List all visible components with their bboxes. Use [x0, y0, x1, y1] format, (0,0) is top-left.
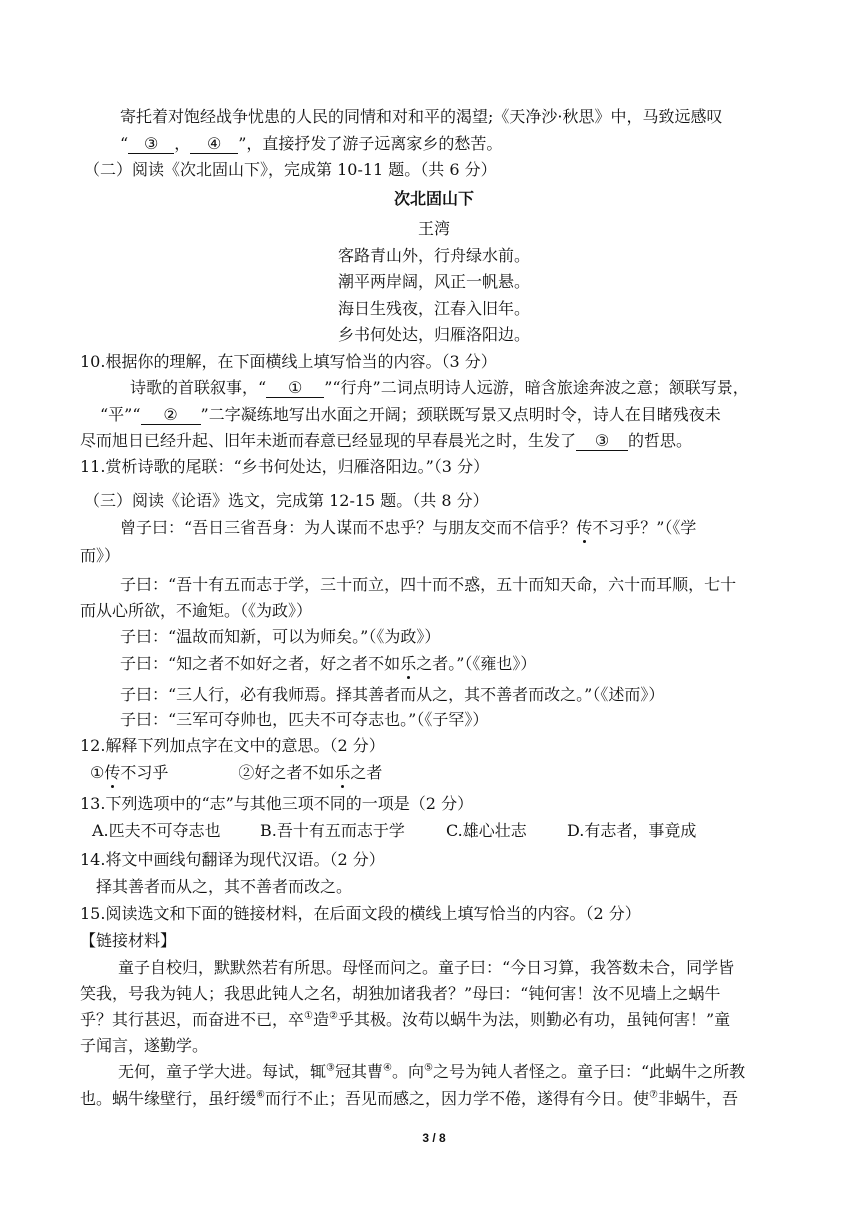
q10-paragraph-line-2: “平”“ ② ”二字凝练地写出水面之开阔；颈联既写景又点明时令，诗人在目睹残夜未 — [100, 405, 721, 424]
quote-2-line-2: 而从心所欲，不逾矩。（《为政》） — [80, 601, 313, 620]
footnote-mark: ③ — [326, 1062, 335, 1074]
answer-blank-1[interactable]: ① — [266, 379, 324, 398]
q12-options: ①传不习乎 ②好之者不如乐之者 — [90, 763, 383, 782]
link-passage-line: 无何，童子学大进。每试，辄③冠其曹④。向⑤之号为钝人者怪之。童子曰：“此蜗牛之所教 — [118, 1062, 746, 1081]
answer-blank-3[interactable]: ③ — [128, 135, 174, 154]
intro-line-2: “ ③ ， ④ ”，直接抒发了游子远离家乡的愁苦。 — [120, 134, 503, 153]
quote-2-line-1: 子曰：“吾十有五而志于学，三十而立，四十而不惑，五十而知天命，六十而耳顺，七十 — [120, 575, 737, 594]
q10-paragraph-line-3: 尽而旭日已经升起、旧年未逝而春意已经显现的早春晨光之时，生发了 ③ 的哲思。 — [80, 431, 693, 450]
dotted-char: 传 — [104, 763, 121, 782]
footnote-mark: ⑦ — [649, 1089, 658, 1101]
link-passage-line: 也。蜗牛缘壁行，虽纡缓⑥而行不止；吾见而感之，因力学不倦，遂得有今日。使⑦非蜗牛，吾 — [80, 1089, 738, 1108]
poem-line: 乡书何处达，归雁洛阳边。 — [337, 325, 530, 344]
answer-blank-4[interactable]: ④ — [190, 135, 238, 154]
poem-line: 海日生残夜，江春入旧年。 — [337, 299, 530, 318]
question-11: 11.赏析诗歌的尾联：“乡书何处达，归雁洛阳边。”（3 分） — [80, 457, 490, 476]
poem-author: 王湾 — [417, 219, 450, 238]
link-passage-line: 童子自校归，默默然若有所思。母怪而问之。童子曰：“今日习算，我答数未合，同学皆 — [118, 958, 735, 977]
quote-1-line-2: 而》） — [80, 546, 121, 565]
quote-6: 子曰：“三军可夺帅也，匹夫不可夺志也。”（《子罕》） — [120, 710, 489, 729]
intro-line-1: 寄托着对饱经战争忧患的人民的同情和对和平的渴望;《天净沙·秋思》中，马致远感叹 — [120, 107, 723, 126]
quote-5: 子曰：“三人行，必有我师焉。择其善者而从之，其不善者而改之。”（《述而》） — [120, 685, 665, 704]
question-14: 14.将文中画线句翻译为现代汉语。（2 分） — [80, 850, 385, 869]
footnote-mark: ④ — [383, 1062, 392, 1074]
link-passage-line: 乎？其行甚迟，而奋进不已，卒①造②乎其极。汝苟以蜗牛为法，则勤必有功，虽钝何害！”童 — [80, 1010, 731, 1029]
footnote-mark: ⑤ — [423, 1062, 433, 1074]
poem-line: 潮平两岸阔，风正一帆悬。 — [337, 272, 530, 291]
footnote-mark: ② — [329, 1010, 338, 1022]
link-passage-line: 笑我，号我为钝人；我思此钝人之名，胡独加诸我者？”母曰：“钝何害！汝不见墙上之蜗牛 — [80, 984, 721, 1003]
link-passage-line: 子闻言，遂勤学。 — [80, 1036, 209, 1055]
quote-4: 子曰：“知之者不如好之者，好之者不如乐之者。”（《雍也》） — [120, 654, 537, 673]
question-10: 10.根据你的理解，在下面横线上填写恰当的内容。（3 分） — [80, 352, 497, 371]
q13-option-a[interactable]: A.匹夫不可夺志也 — [92, 821, 221, 840]
question-13: 13.下列选项中的“志”与其他三项不同的一项是（2 分） — [80, 794, 474, 813]
dotted-char: 乐 — [334, 763, 351, 782]
q13-option-d[interactable]: D.有志者，事竟成 — [567, 821, 697, 840]
answer-blank-3b[interactable]: ③ — [576, 432, 628, 451]
q14-sentence: 择其善者而从之，其不善者而改之。 — [96, 877, 353, 896]
q13-option-c[interactable]: C.雄心壮志 — [446, 821, 527, 840]
quote-3: 子曰：“温故而知新，可以为师矣。”（《为政》） — [120, 627, 441, 646]
page-number: 3 / 8 — [422, 1131, 446, 1145]
section-2-heading: （二）阅读《次北固山下》，完成第 10-11 题。（共 6 分） — [84, 160, 497, 179]
quote-1-line-1: 曾子曰：“吾日三省吾身：为人谋而不忠乎？与朋友交而不信乎？传不习乎？”（《学 — [120, 518, 697, 537]
q10-paragraph-line-1: 诗歌的首联叙事，“ ① ”“行舟”二词点明诗人远游，暗含旅途奔波之意；颔联写景， — [130, 378, 749, 397]
dotted-char: 乐 — [400, 654, 417, 673]
section-3-heading: （三）阅读《论语》选文，完成第 12-15 题。（共 8 分） — [84, 491, 489, 510]
footnote-mark: ⑥ — [256, 1089, 265, 1101]
q13-option-b[interactable]: B.吾十有五而志于学 — [260, 821, 405, 840]
question-15: 15.阅读选文和下面的链接材料，在后面文段的横线上填写恰当的内容。（2 分） — [80, 904, 641, 923]
poem-line: 客路青山外，行舟绿水前。 — [337, 246, 530, 265]
dotted-char: 传 — [576, 518, 593, 537]
link-material-label: 【链接材料】 — [80, 931, 177, 950]
question-12: 12.解释下列加点字在文中的意思。（2 分） — [80, 736, 385, 755]
poem-title: 次北固山下 — [393, 189, 474, 208]
answer-blank-2[interactable]: ② — [141, 406, 201, 425]
footnote-mark: ① — [304, 1010, 313, 1022]
